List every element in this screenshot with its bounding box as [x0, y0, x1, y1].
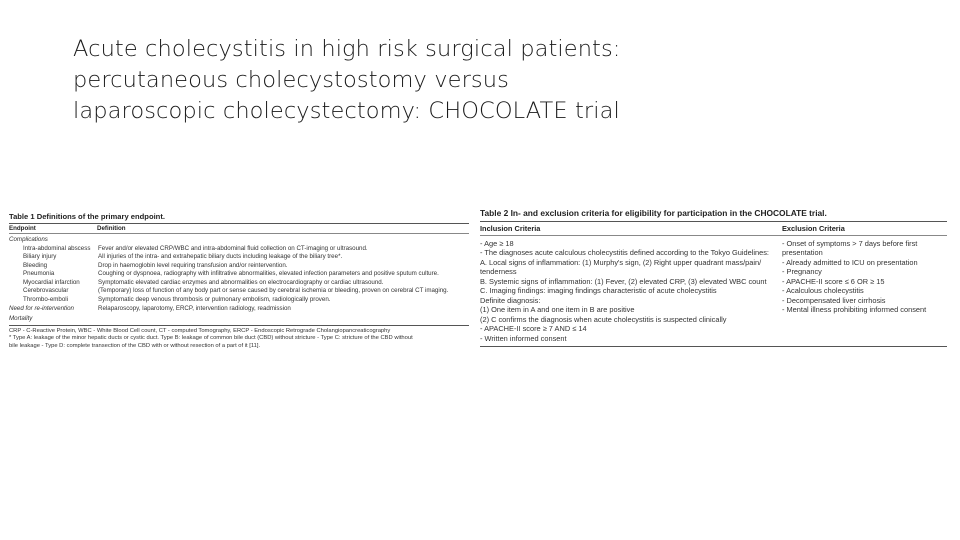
- inclusion-line: - APACHE-II score ≥ 7 AND ≤ 14: [480, 324, 587, 334]
- inclusion-line: C. Imaging findings: imaging findings characteristic of acute cholecystitis: [480, 286, 717, 296]
- endpoint-cell: Pneumonia: [23, 270, 55, 278]
- column-header-inclusion: Inclusion Criteria: [480, 224, 541, 233]
- inclusion-line: (1) One item in A and one item in B are positive: [480, 305, 635, 315]
- exclusion-line: - APACHE-II score ≤ 6 OR ≥ 15: [782, 276, 885, 286]
- exclusion-line: presentation: [782, 248, 823, 258]
- inclusion-line: A. Local signs of inflammation: (1) Murphy's sign, (2) Right upper quadrant mass/pain/: [480, 257, 762, 267]
- definition-cell: Drop in haemoglobin level requiring transfusion and/or reintervention.: [98, 261, 288, 269]
- definition-cell: Fever and/or elevated CRP/WBC and intra-abdominal fluid collection on CT-imaging or ultrasound.: [98, 244, 368, 252]
- exclusion-line: - Already admitted to ICU on presentation: [782, 257, 918, 267]
- endpoint-cell: Cerebrovascular: [23, 287, 69, 295]
- table-row: [9, 253, 469, 262]
- column-header-exclusion: Exclusion Criteria: [782, 224, 845, 233]
- endpoint-cell: Biliary injury: [23, 253, 57, 261]
- footnote: bile leakage - Type D: complete transection of the CBD with or without resection of a part of it [11].: [9, 342, 261, 349]
- table-1-footnotes: [9, 325, 469, 351]
- inclusion-line: B. Systemic signs of inflammation: (1) Fever, (2) elevated CRP, (3) elevated WBC count: [480, 276, 767, 286]
- exclusion-line: - Mental illness prohibiting informed consent: [782, 305, 927, 315]
- slide-title: [73, 34, 793, 127]
- table-1-primary-endpoint: [9, 212, 469, 351]
- table-1-caption: Table 1 Definitions of the primary endpoint.: [9, 212, 469, 224]
- inclusion-line: (2) C confirms the diagnosis when acute cholecystitis is suspected clinically: [480, 314, 727, 324]
- inclusion-line: - Written informed consent: [480, 333, 567, 343]
- table-row: [9, 261, 469, 270]
- inclusion-line: - The diagnoses acute calculous cholecystitis defined according to the Tokyo Guidelines:: [480, 248, 769, 258]
- inclusion-line: Definite diagnosis:: [480, 295, 541, 305]
- slide-title-line: percutaneous cholecystostomy versus: [73, 67, 509, 93]
- column-header-definition: Definition: [97, 225, 126, 232]
- table-2-body: [480, 236, 947, 347]
- exclusion-line: - Acalculous cholecystitis: [782, 286, 864, 296]
- exclusion-line: - Decompensated liver cirrhosis: [782, 295, 886, 305]
- definition-cell: Symptomatic elevated cardiac enzymes and abnormalities on electrocardiography or cardiac ultrasound.: [98, 278, 384, 286]
- exclusion-line: - Pregnancy: [782, 267, 822, 277]
- inclusion-line: - Age ≥ 18: [480, 239, 514, 248]
- exclusion-line: - Onset of symptoms > 7 days before first: [782, 239, 918, 248]
- definition-cell: Coughing or dyspnoea, radiography with infiltrative abnormalities, elevated infection parameters and positive sputum culture.: [98, 270, 439, 278]
- inclusion-criteria-list: [480, 239, 782, 343]
- column-header-endpoint: Endpoint: [9, 225, 36, 232]
- endpoint-cell: Bleeding: [23, 261, 48, 269]
- group-label-complications: Complications: [9, 236, 48, 243]
- definition-cell: Relaparoscopy, laparotomy, ERCP, intervention radiology, readmission: [98, 304, 291, 312]
- table-1-header-row: [9, 224, 469, 234]
- slide-title-line: laparoscopic cholecystectomy: CHOCOLATE trial: [73, 98, 620, 124]
- table-row: [9, 278, 469, 287]
- table-row: [9, 287, 469, 296]
- endpoint-cell: Need for re-intervention: [9, 304, 75, 312]
- table-row: [9, 270, 469, 279]
- table-row: [9, 296, 469, 305]
- inclusion-line: tenderness: [480, 267, 517, 277]
- definition-cell: Symptomatic deep venous thrombosis or pulmonary embolism, radiologically proven.: [98, 296, 331, 304]
- table-row-reintervention: [9, 304, 469, 313]
- group-label-mortality: Mortality: [9, 314, 33, 322]
- table-2-eligibility-criteria: [480, 208, 947, 347]
- footnote: * Type A: leakage of the minor hepatic ducts or cystic duct. Type B: leakage of common bile duct (CBD) without stricture - Type C: stricture of the CBD without: [9, 335, 413, 342]
- table-2-header-row: [480, 222, 947, 236]
- footnote: CRP - C-Reactive Protein, WBC - White Blood Cell count, CT - computed Tomography, ERCP - Endoscopic Retrograde Cholangiopancreaticography: [9, 327, 391, 334]
- definition-cell: All injuries of the intra- and extrahepatic biliary ducts including leakage of the biliary tree*.: [98, 253, 343, 261]
- table-row: [9, 244, 469, 253]
- slide-title-line: Acute cholecystitis in high risk surgical patients:: [73, 36, 621, 62]
- definition-cell: (Temporary) loss of function of any body part or sense caused by cerebral ischemia or bleeding, proven on cerebral CT imaging.: [98, 287, 449, 295]
- endpoint-cell: Thrombo-emboli: [23, 296, 69, 304]
- endpoint-cell: Intra-abdominal abscess: [23, 244, 91, 252]
- table-2-caption: Table 2 In- and exclusion criteria for eligibility for participation in the CHOCOLATE trial.: [480, 208, 947, 222]
- endpoint-cell: Myocardial infarction: [23, 278, 80, 286]
- exclusion-criteria-list: [782, 239, 947, 343]
